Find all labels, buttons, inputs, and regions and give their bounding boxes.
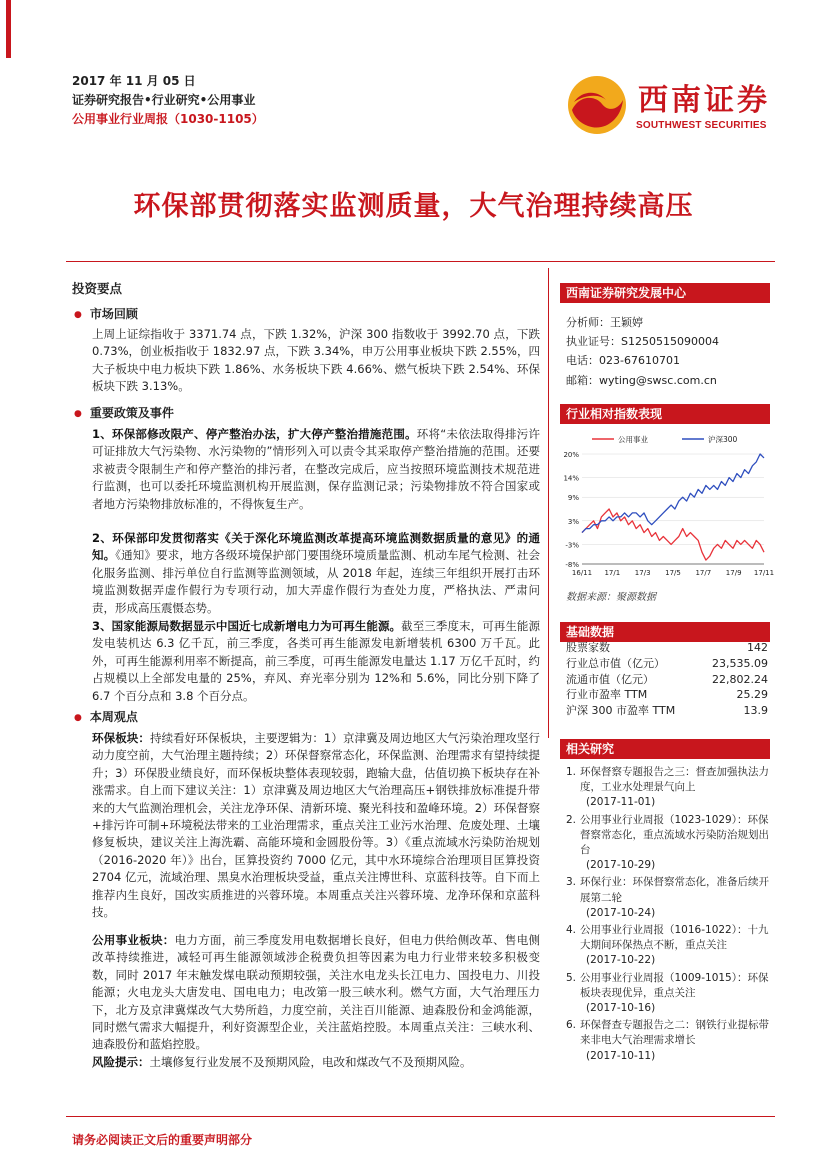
chart-heading: 行业相对指数表现 — [560, 404, 770, 424]
risk-warning — [92, 1054, 540, 1071]
related-research-heading: 相关研究 — [560, 739, 770, 759]
column-divider — [548, 268, 549, 738]
basic-data-label: 股票家数 — [566, 641, 610, 654]
policy-item-2-title: 2、环保部印发贯彻落实《关于深化环境监测改革提高环境监测数据质量的意见》的通知。 — [92, 531, 540, 563]
y-tick-label: 14% — [563, 474, 579, 483]
env-sector-text: 持续看好环保板块，主要逻辑为：1）京津冀及周边地区大气污染治理攻坚行动力度空前，大气治理主题持续；2）环保督察常态化，环保监测、治理需求有望持续提升；3）环保股业绩良好，而环保板块整体表现较弱，跑输大盘，估值切换下板块存在补涨需求。自上而下建议关注：1）京津冀及周边地区大气治理高压+钢铁排放标准提升带来的大气监测治理机会，关注龙净环保、清新环境、聚光科技和盈峰环境。2）环保督察+排污许可制+环境税法带来的工业治理需求，重点关注工业污水治理、危废处理、土壤修复板块，建议关注上海洗霸、高能环境和金圆股份等。3）《重点流域水污染防治规划（2016-2020 年）》出台，匡算投资约 7000 亿元，其中水环境综合治理项目匡算投资 2704 亿元，流域治理、黑臭水治理板块受益，重点关注博世科、京蓝科技等。自下而上推荐内生良好，国改实质推进的兴蓉环境。本周重点关注兴蓉环境、龙净环保和京蓝科技。 — [92, 731, 540, 920]
related-item-number: 3. — [566, 876, 577, 889]
basic-data-label: 沪深 300 市盈率 TTM — [566, 704, 676, 718]
related-item-number: 4. — [566, 924, 577, 937]
policy-heading — [74, 404, 174, 421]
chart-source: 数据来源：聚源数据 — [566, 592, 656, 603]
legend-label: 沪深300 — [708, 435, 738, 444]
related-research-list — [566, 765, 776, 1066]
chart-y-axis — [563, 451, 579, 569]
analyst-phone: 电话：023-67610701 — [566, 354, 680, 368]
analyst-info — [566, 313, 719, 390]
y-tick-label: -8% — [565, 561, 579, 569]
bullet-icon: ● — [74, 713, 82, 723]
analyst-email[interactable]: 邮箱：wyting@swsc.com.cn — [566, 373, 717, 387]
utility-sector-text: 电力方面，前三季度发用电数据增长良好，但电力供给侧改革、售电侧改革持续推进，减轻可再生能源领域涉企税费负担等因素为电力行业带来较多积极变数，同时 2017 年末触发煤电联动预期较强，关注水电龙头长江电力、国投电力、川投能源；火电龙头大唐发电、国电电力；电改第一股三峡水利。燃气方面，大气治理压力下，北方及京津冀煤改气大势所趋，力度空前，关注百川能源、迪森股份和金鸿能源，同时燃气需求大幅提升，利好资源型企业，关注蓝焰控股。本周重点关注：三峡水利、迪森股份和蓝焰控股。 — [92, 933, 541, 1052]
x-tick-label: 17/5 — [665, 569, 681, 577]
related-research-item[interactable] — [566, 875, 776, 921]
policy-item-3 — [92, 618, 540, 705]
policy-item-2 — [92, 530, 540, 617]
basic-data-heading: 基础数据 — [560, 622, 770, 642]
x-tick-label: 17/11 — [753, 569, 775, 577]
related-item-number: 2. — [566, 813, 577, 826]
policy-item-2-body: 《通知》要求，地方各级环境保护部门要围绕环境质量监测、机动车尾气检测、社会化服务监测、排污单位自行监测等监测领域，从 2018 年起，连续三年组织开展打击环境监测数据弄虚作假行为专项行动，加大弄虚作假行为查处力度，严格执法、严肃问责，形成高压震慑态势。 — [92, 548, 541, 615]
related-item-date: (2017-10-11) — [586, 1049, 656, 1062]
related-item-date: (2017-11-01) — [586, 796, 656, 809]
related-item-title: 环保督察专题报告之三：督查加强执法力度，工业水处理景气向上 — [580, 766, 769, 794]
policy-item-3-title: 3、国家能源局数据显示中国近七成新增电力为可再生能源。 — [92, 619, 402, 633]
weekly-view-label: 本周观点 — [89, 710, 138, 724]
y-tick-label: 9% — [567, 494, 579, 503]
logo-english-name: SOUTHWEST SECURITIES — [636, 120, 767, 131]
related-item-title: 公用事业行业周报（1016-1022）：十九大期间环保热点不断，重点关注 — [580, 924, 769, 952]
x-tick-label: 17/7 — [695, 569, 712, 577]
policy-item-1-body: 环将“未依法取得排污许可证排放大气污染物、水污染物的”情形列入可以责令其采取停产整治措施的范围。还要求被责令限制生产和停产整治的排污者，在整改完成后，应当按照环境监测技术规范进行监测，也可以委托环境监测机构开展监测，保存监测记录；污染物排放不符合国家或者地方污染物排放标准的，不得恢复生产。 — [92, 427, 540, 511]
related-item-title: 公用事业行业周报（1023-1029）：环保督察常态化，重点流域水污染防治规划出台 — [580, 813, 769, 857]
x-tick-label: 17/1 — [604, 569, 621, 577]
basic-data-value: 23,535.09 — [712, 656, 768, 670]
related-item-date: (2017-10-22) — [586, 954, 656, 967]
basic-data-value: 22,802.24 — [712, 672, 768, 686]
utility-sector-view — [92, 932, 540, 1054]
x-tick-label: 17/3 — [634, 569, 651, 577]
related-research-item[interactable] — [566, 813, 776, 874]
basic-data-table — [566, 640, 768, 719]
related-item-date: (2017-10-16) — [586, 1002, 656, 1015]
related-item-number: 5. — [566, 971, 577, 984]
related-research-item[interactable] — [566, 1018, 776, 1064]
policy-item-1 — [92, 426, 540, 513]
related-item-number: 1. — [566, 766, 577, 778]
related-item-date: (2017-10-29) — [586, 859, 656, 872]
basic-data-value: 142 — [747, 641, 768, 654]
logo-chinese-name: 西南证券 — [638, 83, 770, 118]
risk-warning-text: 土壤修复行业发展不及预期风险，电改和煤改气不及预期风险。 — [149, 1055, 472, 1069]
related-research-item[interactable] — [566, 765, 776, 811]
basic-data-row — [566, 687, 768, 703]
footer-disclaimer[interactable]: 请务必阅读正文后的重要声明部分 — [72, 1133, 253, 1147]
report-series: 证券研究报告•行业研究•公用事业 — [72, 93, 256, 107]
related-research-item[interactable] — [566, 923, 776, 969]
market-review-label: 市场回顾 — [89, 307, 138, 321]
title-divider — [66, 261, 775, 262]
utility-sector-label: 公用事业板块： — [92, 933, 175, 947]
related-item-number: 6. — [566, 1019, 577, 1032]
report-header — [72, 72, 264, 129]
page-title: 环保部贯彻落实监测质量，大气治理持续高压 — [133, 191, 694, 222]
basic-data-row — [566, 656, 768, 672]
bullet-icon: ● — [74, 409, 82, 419]
basic-data-row — [566, 703, 768, 719]
env-sector-label: 环保板块： — [92, 731, 150, 745]
basic-data-label: 行业总市值（亿元） — [566, 656, 665, 670]
legend-label: 公用事业 — [618, 435, 648, 444]
analyst-license: 执业证号：S1250515090004 — [566, 335, 719, 349]
basic-data-row — [566, 640, 768, 656]
report-name: 公用事业行业周报（1030-1105） — [72, 112, 264, 126]
policy-label: 重要政策及事件 — [89, 406, 174, 420]
basic-data-value: 13.9 — [743, 704, 768, 718]
related-item-title: 环保行业：环保督察常态化，准备后续开展第二轮 — [580, 876, 769, 904]
policy-item-3-body: 截至三季度末，可再生能源发电装机达 6.3 亿千瓦，前三季度，各类可再生能源发电新增装机 6300 万千瓦。此外，可再生能源利用率不断提高，前三季度，可再生能源发电量达 1.17 万亿千瓦时，约占规模以上全部发电量的 25%，弃风、弃光率分别为 12%和 5.6%，同比分别下降了 6.7 个百分点和 3.8 个百分点。 — [92, 619, 541, 703]
analyst-name: 分析师：王颖婷 — [566, 316, 643, 329]
report-date: 2017 年 11 月 05 日 — [72, 74, 196, 88]
basic-data-label: 行业市盈率 TTM — [566, 688, 648, 702]
research-center-heading: 西南证券研究发展中心 — [560, 283, 770, 303]
chart-x-axis — [572, 569, 774, 577]
logo-emblem-icon — [566, 74, 628, 136]
y-tick-label: 20% — [563, 451, 579, 459]
x-tick-label: 17/9 — [725, 569, 742, 577]
related-item-title: 公用事业行业周报（1009-1015）：环保板块表现优异，重点关注 — [580, 971, 769, 999]
basic-data-row — [566, 672, 768, 688]
footer-divider — [66, 1116, 775, 1117]
related-research-item[interactable] — [566, 971, 776, 1017]
key-points-heading: 投资要点 — [72, 281, 123, 296]
related-item-date: (2017-10-24) — [586, 906, 656, 919]
y-tick-label: -3% — [565, 541, 579, 550]
basic-data-value: 25.29 — [736, 688, 768, 702]
x-tick-label: 16/11 — [571, 569, 593, 577]
env-sector-view — [92, 730, 540, 921]
top-accent-bar — [6, 0, 11, 58]
related-item-title: 环保督查专题报告之二：钢铁行业提标带来非电大气治理需求增长 — [580, 1019, 769, 1047]
policy-item-1-title: 1、环保部修改限产、停产整治办法，扩大停产整治措施范围。 — [92, 427, 417, 441]
company-logo — [566, 74, 770, 134]
market-review-heading — [74, 305, 138, 322]
relative-index-chart — [560, 430, 775, 590]
risk-warning-label: 风险提示： — [92, 1055, 150, 1069]
basic-data-label: 流通市值（亿元） — [566, 672, 654, 686]
chart-legend — [592, 434, 738, 444]
market-review-text: 上周上证综指收于 3371.74 点，下跌 1.32%，沪深 300 指数收于 3992.70 点，下跌 0.73%，创业板指收于 1832.97 点，下跌 3.34%，申万公用事业板块下跌 2.55%，四大子板块中电力板块下跌 1.86%、水务板块下跌 4.66%、燃气板块下跌 2.54%、环保板块下跌 3.13%。 — [92, 327, 540, 394]
weekly-view-heading — [74, 708, 138, 725]
y-tick-label: 3% — [567, 517, 579, 526]
bullet-icon: ● — [74, 310, 82, 320]
